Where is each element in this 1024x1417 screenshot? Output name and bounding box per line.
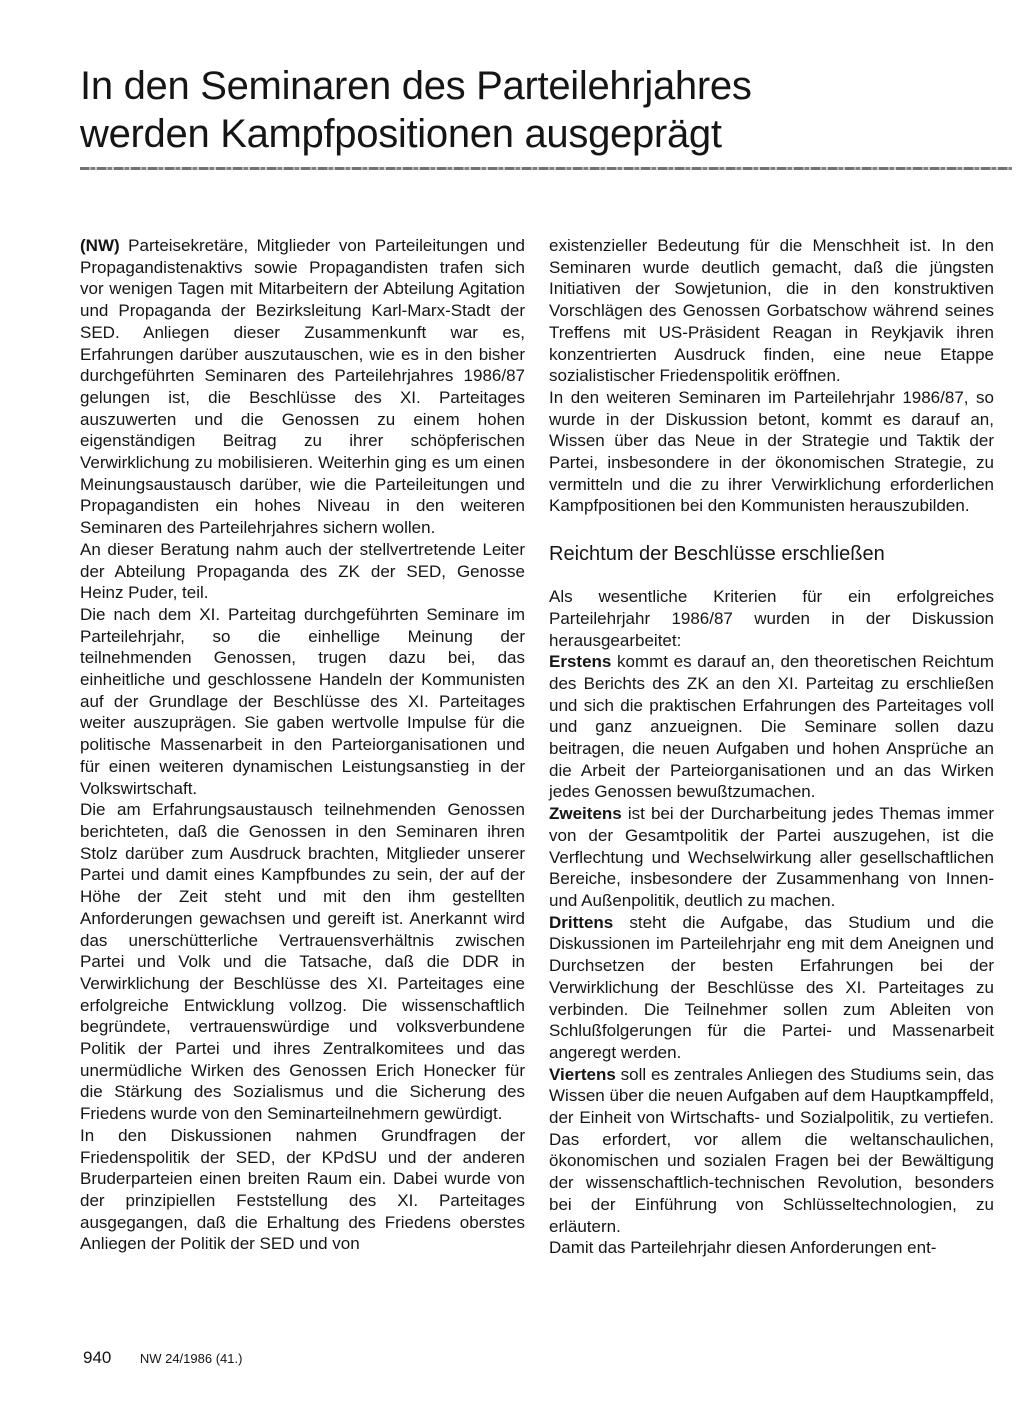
headline-line-1: In den Seminaren des Parteilehrjahres [80, 64, 752, 108]
headline [80, 62, 960, 158]
paragraph [549, 803, 994, 912]
page-number: 940 [83, 1348, 112, 1367]
paragraph: In den Diskussionen nahmen Grundfragen der Friedenspolitik der SED, der KPdSU und der anderen Bruderparteien einen breiten Raum ein. Dabei wurde von der prinzipiellen Feststellung des XI. Parteitages ausgegangen, daß die Erhaltung des Friedens oberstes Anliegen der Politik der SED und von [80, 1125, 525, 1254]
paragraph: Die am Erfahrungsaustausch teilnehmenden Genossen berichteten, daß die Genossen in den Seminaren ihren Stolz darüber zum Ausdruck brachten, Mitglieder unserer Partei und damit eines Kampfbundes zu sein, der auf der Höhe der Zeit steht und mit den ihm gestellten Anforderungen gewachsen und gereift ist. Anerkannt wird das unerschütterliche Vertrauensverhältnis zwischen Partei und Volk und die Tatsache, daß die DDR in Verwirklichung der Beschlüsse des XI. Parteitages eine erfolgreiche Entwicklung vollzog. Die wissenschaftlich begründete, vertrauenswürdige und volksverbundene Politik der Partei und ihres Zentralkomitees und das unermüdliche Wirken des Genossen Erich Honecker für die Stärkung des Sozialismus und die Sicherung des Friedens wurde von den Seminarteilnehmern gewürdigt. [80, 800, 525, 1124]
paragraph-text: soll es zentrales Anliegen des Studiums sein, das Wissen über die neuen Aufgaben auf dem Hauptkampffeld, der Einheit von Wirtschafts- und Sozialpolitik, zu vertiefen. Das erfordert, vor allem die weltanschaulichen, ökonomischen und sozialen Fragen bei der Bewältigung der wissenschaftlich-technischen Revolution, besonders bei der Einführung von Schlüsseltechnologien, zu erläutern. [549, 1064, 994, 1236]
paragraph [549, 1064, 994, 1238]
paragraph-text: ist bei der Durcharbeitung jedes Themas immer von der Gesamtpolitik der Partei auszugehen, ist die Verflechtung und Wechselwirkung aller gesellschaftlichen Bereiche, insbesondere der Zusammenhang von Innen- und Außenpolitik, deutlich zu machen. [549, 804, 994, 910]
paragraph-text: steht die Aufgabe, das Studium und die Diskussionen im Parteilehrjahr eng mit dem Aneignen und Durchsetzen der besten Erfahrungen bei der Verwirklichung der Beschlüsse des XI. Parteitages zu verbinden. Die Teilnehmer sollen zum Ableiten von Schlußfolgerungen für die Partei- und Massenarbeit angeregt werden. [549, 912, 994, 1062]
issue-reference: NW 24/1986 (41.) [139, 1351, 243, 1366]
paragraph [549, 912, 994, 1064]
left-column [80, 235, 525, 1255]
source-tag: (NW) [80, 236, 120, 255]
paragraph: Damit das Parteilehrjahr diesen Anforderungen ent- [549, 1238, 937, 1258]
criterion-label: Drittens [549, 912, 614, 932]
subheading: Reichtum der Beschlüsse erschließen [549, 543, 885, 566]
headline-divider [80, 167, 1012, 170]
paragraph: Die nach dem XI. Parteitag durchgeführten Seminare im Parteilehrjahr, so die einhellige Meinung der teilnehmenden Genossen, trugen dazu bei, das einheitliche und geschlossene Handeln der Kommunisten auf der Grundlage der Beschlüsse des XI. Parteitages weiter auszuprägen. Sie gaben wertvolle Impulse für die politische Massenarbeit in den Parteiorganisationen und für einen weiteren dynamischen Leistungsanstieg in der Volkswirtschaft. [80, 604, 525, 798]
paragraph [80, 235, 525, 539]
criterion-label: Zweitens [549, 804, 622, 824]
paragraph: In den weiteren Seminaren im Parteilehrjahr 1986/87, so wurde in der Diskussion betont, kommt es darauf an, Wissen über das Neue in der Strategie und Taktik der Partei, insbesondere in der ökonomischen Strategie, zu vermitteln und die zu ihrer Verwirklichung erforderlichen Kampfpositionen bei den Kommunisten herauszubilden. [549, 387, 994, 516]
criterion-label: Erstens [549, 652, 612, 672]
criterion-label: Viertens [549, 1064, 616, 1084]
right-column [549, 235, 994, 1259]
page-footer [83, 1348, 242, 1368]
headline-line-2: werden Kampfpositionen ausgeprägt [80, 112, 722, 156]
paragraph: Als wesentliche Kriterien für ein erfolgreiches Parteilehrjahr 1986/87 wurden in der Diskussion herausgearbeitet: [549, 587, 994, 650]
paragraph: existenzieller Bedeutung für die Menschheit ist. In den Seminaren wurde deutlich gemacht, daß die jüngsten Initiativen der Sowjetunion, die in den konstruktiven Vorschlägen des Genossen Gorbatschow während seines Treffens mit US-Präsident Reagan in Reykjavik ihren konzentrierten Ausdruck finden, eine neue Etappe sozialistischer Friedenspolitik eröffnen. [549, 236, 994, 386]
paragraph [549, 651, 994, 803]
paragraph-text: Parteisekretäre, Mitglieder von Parteileitungen und Propagandistenaktivs sowie Propagandisten trafen sich vor wenigen Tagen mit Mitarbeitern der Abteilung Agitation und Propaganda der Bezirksleitung Karl-Marx-Stadt der SED. Anliegen dieser Zusammenkunft war es, Erfahrungen darüber auszutauschen, wie es in den bisher durchgeführten Seminaren des Parteilehrjahres 1986/87 gelungen ist, die Beschlüsse des XI. Parteitages auszuwerten und die Genossen zu einem hohen eigenständigen Beitrag zu ihrer schöpferischen Verwirklichung zu mobilisieren. Weiterhin ging es um einen Meinungsaustausch darüber, wie die Parteileitungen und Propagandisten ein hohes Niveau in den weiteren Seminaren des Parteilehrjahres sichern wollen. [80, 236, 525, 538]
paragraph: An dieser Beratung nahm auch der stellvertretende Leiter der Abteilung Propaganda des ZK der SED, Genosse Heinz Puder, teil. [80, 539, 525, 603]
paragraph-text: kommt es darauf an, den theoretischen Reichtum des Berichts des ZK an den XI. Parteitag zu erschließen und sich die praktischen Erfahrungen des Parteitages voll und ganz anzueignen. Die Seminare sollen dazu beitragen, die neuen Aufgaben und hohen Ansprüche an die Arbeit der Parteiorganisationen und an das Wirken jedes Genossen bewußtzumachen. [549, 652, 994, 802]
